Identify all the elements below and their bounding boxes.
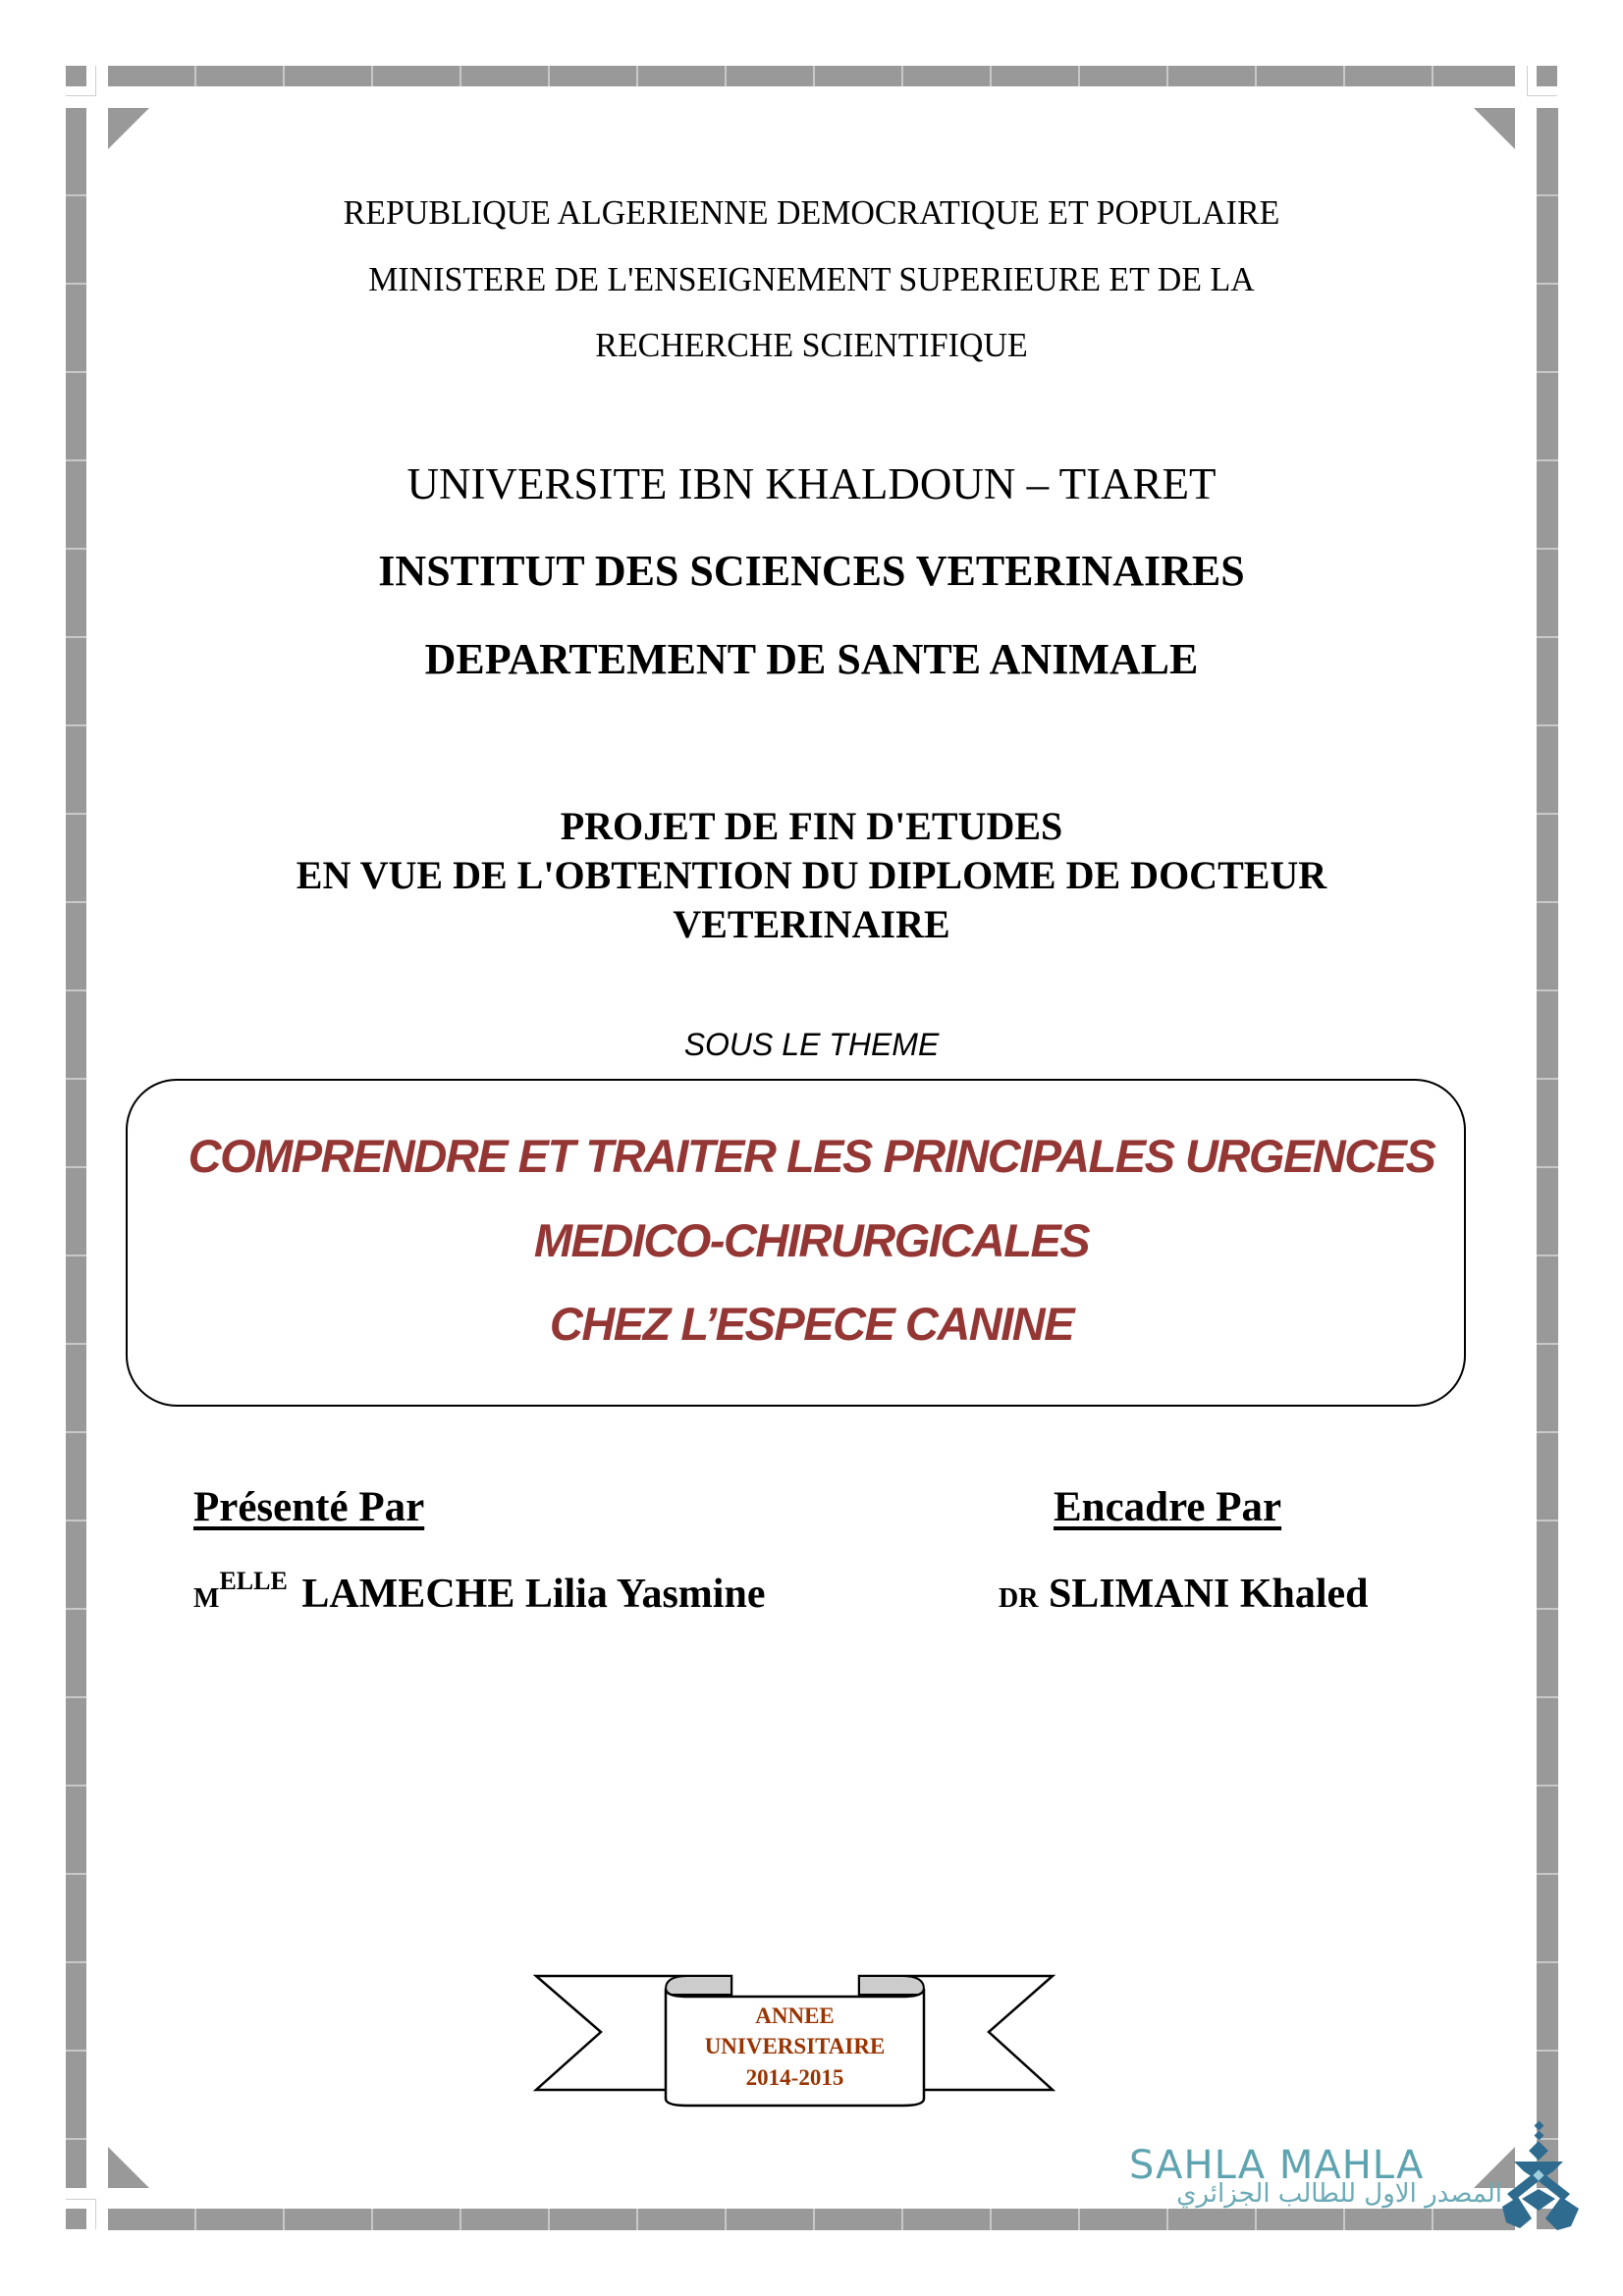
- watermark-tagline: المصدر الاول للطالب الجزائري: [1176, 2179, 1502, 2209]
- frame-corner-outline-top-left: [66, 66, 96, 96]
- frame-bottom-bar: [108, 2209, 1515, 2230]
- student-prefix: M: [193, 1583, 220, 1614]
- student-name-line: [193, 1567, 766, 1618]
- theme-title-line-1: COMPRENDRE ET TRAITER LES PRINCIPALES URGENCES: [188, 1130, 1435, 1182]
- project-line-3: VETERINAIRE: [673, 902, 950, 946]
- presented-by-heading: Présenté Par: [193, 1484, 425, 1530]
- frame-triangle-top-right: [1474, 108, 1515, 149]
- header-republic: REPUBLIQUE ALGERIENNE DEMOCRATIQUE ET POPULAIRE: [343, 193, 1280, 232]
- academic-year-line-1: ANNEE: [755, 2003, 835, 2028]
- supervised-by-heading: Encadre Par: [1054, 1484, 1282, 1530]
- header-research: RECHERCHE SCIENTIFIQUE: [595, 326, 1028, 364]
- supervisor-name: SLIMANI Khaled: [1048, 1572, 1369, 1617]
- watermark-brand: SAHLA MAHLA: [1129, 2143, 1425, 2188]
- supervisor-name-line: [999, 1571, 1369, 1618]
- theme-title-line-2: MEDICO-CHIRURGICALES: [533, 1214, 1090, 1266]
- student-prefix-sup: ELLE: [219, 1567, 288, 1595]
- project-line-1: PROJET DE FIN D'ETUDES: [560, 804, 1063, 848]
- header-ministry: MINISTERE DE L'ENSEIGNEMENT SUPERIEURE ET DE LA: [368, 260, 1255, 298]
- student-name: LAMECHE Lilia Yasmine: [301, 1572, 766, 1617]
- supervisor-prefix: DR: [999, 1583, 1039, 1614]
- frame-triangle-top-left: [108, 108, 149, 149]
- project-line-2: EN VUE DE L'OBTENTION DU DIPLOME DE DOCTEUR: [296, 853, 1327, 897]
- department-name: DEPARTEMENT DE SANTE ANIMALE: [424, 635, 1199, 683]
- theme-label: SOUS LE THEME: [683, 1027, 940, 1062]
- frame-corner-outline-top-right: [1527, 66, 1557, 96]
- watermark-logo-icon: [1502, 2120, 1581, 2233]
- frame-triangle-bottom-left: [108, 2147, 149, 2188]
- academic-year-line-2: UNIVERSITAIRE: [704, 2034, 886, 2058]
- frame-top-bar: [108, 66, 1515, 86]
- institute-name: INSTITUT DES SCIENCES VETERINAIRES: [378, 547, 1245, 595]
- theme-title-line-3: CHEZ L’ESPECE CANINE: [549, 1298, 1074, 1350]
- university-name: UNIVERSITE IBN KHALDOUN – TIARET: [406, 459, 1217, 508]
- academic-year-line-3: 2014-2015: [745, 2065, 844, 2090]
- frame-corner-outline-bottom-left: [66, 2199, 96, 2229]
